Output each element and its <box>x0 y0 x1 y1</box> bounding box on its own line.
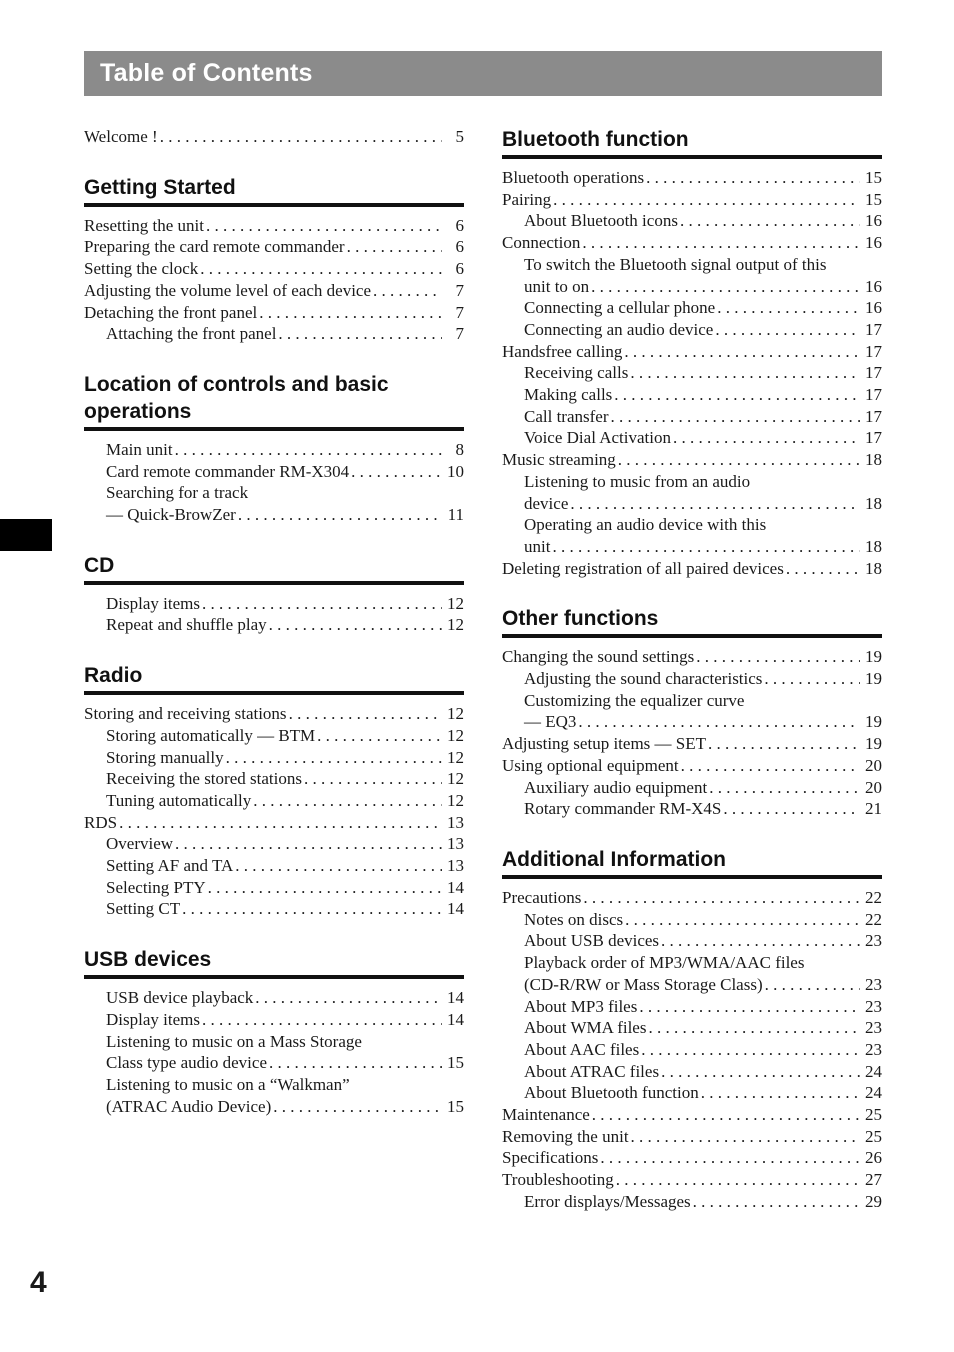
section-heading: Additional Information <box>502 846 882 879</box>
toc-entry-title: Making calls <box>524 385 613 405</box>
toc-entry-page: 21 <box>865 799 882 819</box>
toc-entry-page: 19 <box>865 647 882 667</box>
dot-leader <box>784 558 862 580</box>
toc-entry-page: 23 <box>865 974 882 994</box>
toc-entry-page: 17 <box>865 428 882 448</box>
dot-leader <box>623 909 862 931</box>
toc-entry-title: To switch the Bluetooth signal output of this <box>524 254 827 274</box>
dot-leader <box>609 406 863 428</box>
toc-entry-page: 18 <box>865 493 882 513</box>
toc-entry-page: 29 <box>865 1191 882 1211</box>
dot-leader <box>568 493 862 515</box>
toc-entry-page: 17 <box>865 406 882 426</box>
toc-entry-page: 18 <box>865 558 882 578</box>
toc-entry-title: Rotary commander RM-X4S <box>524 799 722 819</box>
dot-leader <box>589 276 862 298</box>
toc-entry[interactable] <box>502 384 882 406</box>
toc-entry[interactable] <box>502 406 882 428</box>
toc-entry-page: 15 <box>447 1096 464 1116</box>
toc-entry[interactable] <box>84 768 464 790</box>
dot-leader <box>198 258 444 280</box>
toc-entry-page: 23 <box>865 931 882 951</box>
dot-leader <box>713 319 862 341</box>
toc-entry[interactable] <box>84 1031 464 1053</box>
toc-entry-page: 5 <box>455 127 464 146</box>
toc-entry-title: Notes on discs <box>524 909 624 929</box>
toc-entry[interactable] <box>502 254 882 276</box>
toc-entry[interactable] <box>502 558 882 580</box>
toc-entry[interactable] <box>502 690 882 712</box>
toc-entry[interactable] <box>84 703 464 725</box>
toc-entry-title: Listening to music on a “Walkman” <box>106 1074 350 1094</box>
toc-entry-page: 24 <box>865 1061 882 1081</box>
toc-entry-title: Overview <box>106 834 174 854</box>
dot-leader <box>233 855 444 877</box>
toc-entry[interactable] <box>84 812 464 834</box>
toc-entry-title: USB device playback <box>106 988 254 1008</box>
dot-leader <box>616 449 862 471</box>
toc-entry-page: 14 <box>447 988 464 1008</box>
page-number: 4 <box>30 1266 47 1299</box>
toc-entry-title: Tuning automatically <box>106 790 252 810</box>
dot-leader <box>158 126 444 148</box>
toc-entry-page: 7 <box>455 324 464 344</box>
toc-entry-page: 22 <box>865 887 882 907</box>
toc-entry[interactable] <box>84 1074 464 1096</box>
toc-entry[interactable] <box>84 236 464 258</box>
toc-entry-page: 13 <box>447 856 464 876</box>
toc-entry-page: 14 <box>447 899 464 919</box>
toc-section-intro <box>84 126 464 148</box>
dot-leader <box>580 232 862 254</box>
dot-leader <box>679 755 862 777</box>
toc-entry[interactable] <box>502 711 882 733</box>
toc-entry-page: 23 <box>865 1018 882 1038</box>
toc-entry[interactable] <box>84 482 464 504</box>
section-heading: CD <box>84 552 464 585</box>
toc-entry-page: 23 <box>865 1039 882 1059</box>
toc-entry-page: 19 <box>865 712 882 732</box>
toc-entry-page: 16 <box>865 298 882 318</box>
toc-entry-page: 19 <box>865 734 882 754</box>
toc-section-radio <box>84 662 464 920</box>
toc-entry-title: About USB devices <box>524 931 660 951</box>
toc-entry[interactable] <box>502 1061 882 1083</box>
toc-entry-page: 17 <box>865 319 882 339</box>
toc-entry[interactable] <box>84 1052 464 1074</box>
toc-entry[interactable] <box>84 1096 464 1118</box>
dot-leader <box>236 504 444 526</box>
toc-entry-title: Auxiliary audio equipment <box>524 777 708 797</box>
dot-leader <box>180 898 444 920</box>
toc-entry-page: 11 <box>447 505 464 525</box>
toc-entry-title: Deleting registration of all paired devices <box>502 558 784 578</box>
toc-entry-title: Connecting an audio device <box>524 319 714 339</box>
dot-leader <box>550 536 862 558</box>
toc-entry[interactable] <box>84 258 464 280</box>
dot-leader <box>671 427 862 449</box>
toc-entry-title: unit to on <box>524 276 590 296</box>
toc-section-cd <box>84 552 464 636</box>
toc-entry-title: About WMA files <box>524 1018 647 1038</box>
toc-entry-page: 7 <box>455 280 464 300</box>
toc-section-getting-started <box>84 174 464 345</box>
toc-entry-page: 23 <box>865 996 882 1016</box>
toc-entry[interactable] <box>502 777 882 799</box>
dot-leader <box>349 461 444 483</box>
toc-entry-title: About Bluetooth icons <box>524 211 678 231</box>
toc-entry[interactable] <box>84 302 464 324</box>
toc-entry-page: 12 <box>447 704 464 724</box>
toc-entry-title: (CD-R/RW or Mass Storage Class) <box>524 974 763 994</box>
toc-entry[interactable] <box>502 493 882 515</box>
toc-entry-title: Using optional equipment <box>502 755 679 775</box>
toc-entry-title: Display items <box>106 593 200 613</box>
toc-entry[interactable] <box>502 297 882 319</box>
dot-leader <box>345 236 444 258</box>
toc-entry-page: 12 <box>447 593 464 613</box>
toc-entry[interactable] <box>84 215 464 237</box>
toc-entry[interactable] <box>502 167 882 189</box>
dot-leader <box>637 996 862 1018</box>
toc-entry-page: 20 <box>865 755 882 775</box>
toc-entry[interactable] <box>502 733 882 755</box>
toc-entry-title: Troubleshooting <box>502 1170 614 1190</box>
dot-leader <box>762 668 862 690</box>
toc-entry-page: 12 <box>447 790 464 810</box>
dot-leader <box>276 323 444 345</box>
toc-entry-title: Storing automatically — BTM <box>106 725 316 745</box>
toc-entry-title: Connecting a cellular phone <box>524 298 716 318</box>
toc-entry[interactable] <box>84 323 464 345</box>
toc-right-column <box>502 126 882 1239</box>
toc-entry-title: — Quick-BrowZer <box>106 505 236 525</box>
title-bar <box>84 51 882 96</box>
toc-entry-page: 6 <box>455 259 464 279</box>
toc-entry-title: Operating an audio device with this <box>524 515 767 535</box>
toc-entry-title: unit <box>524 536 551 556</box>
dot-leader <box>200 593 444 615</box>
dot-leader <box>206 877 444 899</box>
toc-entry-title: Setting AF and TA <box>106 856 234 876</box>
toc-entry-page: 10 <box>447 461 464 481</box>
toc-entry-title: Setting the clock <box>84 259 199 279</box>
toc-entry-page: 17 <box>865 363 882 383</box>
toc-entry-title: Searching for a track <box>106 483 249 503</box>
toc-entry-page: 18 <box>865 450 882 470</box>
toc-entry-title: Storing manually <box>106 747 224 767</box>
toc-entry[interactable] <box>502 798 882 820</box>
toc-entry-title: Pairing <box>502 189 552 209</box>
toc-entry-page: 6 <box>455 215 464 235</box>
section-heading: Bluetooth function <box>502 126 882 159</box>
toc-entry[interactable] <box>84 461 464 483</box>
toc-entry-title: — EQ3 <box>524 712 577 732</box>
dot-leader <box>614 1169 862 1191</box>
toc-entry-page: 25 <box>865 1126 882 1146</box>
dot-leader <box>173 439 444 461</box>
dot-leader <box>691 1191 862 1213</box>
toc-entry-title: Call transfer <box>524 406 609 426</box>
toc-entry-title: Error displays/Messages <box>524 1191 691 1211</box>
toc-entry[interactable] <box>502 1082 882 1104</box>
toc-entry[interactable] <box>502 1169 882 1191</box>
toc-entry[interactable] <box>502 1104 882 1126</box>
toc-entry-page: 16 <box>865 211 882 231</box>
toc-entry-title: Resetting the unit <box>84 215 204 235</box>
toc-entry-page: 24 <box>865 1083 882 1103</box>
dot-leader <box>678 210 862 232</box>
toc-entry[interactable] <box>502 755 882 777</box>
toc-entry-title: Listening to music on a Mass Storage <box>106 1031 362 1051</box>
toc-entry-page: 18 <box>865 536 882 556</box>
toc-entry-title: Setting CT <box>106 899 181 919</box>
toc-entry[interactable] <box>502 536 882 558</box>
toc-entry-title: Adjusting the sound characteristics <box>524 669 763 689</box>
toc-entry-title: Maintenance <box>502 1105 590 1125</box>
toc-entry-page: 12 <box>447 747 464 767</box>
toc-entry-title: Precautions <box>502 887 582 907</box>
toc-entry[interactable] <box>502 362 882 384</box>
section-heading: USB devices <box>84 946 464 979</box>
dot-leader <box>659 1061 862 1083</box>
toc-entry-title: About AAC files <box>524 1039 640 1059</box>
toc-entry-page: 12 <box>447 725 464 745</box>
toc-entry-title: Removing the unit <box>502 1126 629 1146</box>
toc-entry[interactable] <box>84 877 464 899</box>
toc-entry[interactable] <box>84 987 464 1009</box>
toc-entry-title: About MP3 files <box>524 996 638 1016</box>
section-heading: Getting Started <box>84 174 464 207</box>
dot-leader <box>699 1082 862 1104</box>
toc-entry-page: 27 <box>865 1170 882 1190</box>
toc-entry-title: Changing the sound settings <box>502 647 695 667</box>
toc-entry[interactable] <box>502 1147 882 1169</box>
toc-entry-title: Detaching the front panel <box>84 302 258 322</box>
toc-entry[interactable] <box>84 126 464 148</box>
toc-entry[interactable] <box>502 471 882 493</box>
toc-section-location-of-controls-and-basic-operations <box>84 371 464 526</box>
toc-entry-page: 16 <box>865 233 882 253</box>
dot-leader <box>646 1017 862 1039</box>
toc-section-other-functions <box>502 605 882 820</box>
dot-leader <box>200 1009 444 1031</box>
toc-entry-title: Card remote commander RM-X304 <box>106 461 350 481</box>
toc-entry[interactable] <box>84 725 464 747</box>
toc-entry[interactable] <box>502 996 882 1018</box>
toc-entry[interactable] <box>84 790 464 812</box>
toc-entry[interactable] <box>502 1191 882 1213</box>
dot-leader <box>287 703 444 725</box>
toc-entry-page: 20 <box>865 777 882 797</box>
toc-entry-page: 8 <box>455 439 464 459</box>
dot-leader <box>628 362 862 384</box>
dot-leader <box>622 341 862 363</box>
toc-entry-title: Class type audio device <box>106 1053 267 1073</box>
toc-entry-title: (ATRAC Audio Device) <box>106 1096 272 1116</box>
toc-entry-title: Display items <box>106 1009 200 1029</box>
toc-entry[interactable] <box>84 898 464 920</box>
page-title: Table of Contents <box>100 59 313 87</box>
toc-entry[interactable] <box>502 276 882 298</box>
section-heading: Radio <box>84 662 464 695</box>
dot-leader <box>612 384 862 406</box>
toc-entry[interactable] <box>84 439 464 461</box>
dot-leader <box>551 189 862 211</box>
toc-entry[interactable] <box>502 341 882 363</box>
dot-leader <box>629 1126 862 1148</box>
toc-section-bluetooth-function <box>502 126 882 579</box>
toc-entry-page: 22 <box>865 909 882 929</box>
dot-leader <box>267 1052 444 1074</box>
dot-leader <box>253 987 444 1009</box>
toc-entry-title: Preparing the card remote commander <box>84 237 345 257</box>
toc-entry[interactable] <box>502 909 882 931</box>
toc-entry[interactable] <box>84 747 464 769</box>
toc-entry-title: Receiving the stored stations <box>106 769 302 789</box>
dot-leader <box>251 790 444 812</box>
toc-entry-title: Adjusting the volume level of each device <box>84 280 372 300</box>
dot-leader <box>204 215 444 237</box>
toc-entry-page: 19 <box>865 669 882 689</box>
toc-entry-page: 12 <box>447 615 464 635</box>
dot-leader <box>271 1096 444 1118</box>
toc-entry[interactable] <box>502 952 882 974</box>
toc-entry-title: Repeat and shuffle play <box>106 615 267 635</box>
toc-entry-title: Adjusting setup items — SET <box>502 734 706 754</box>
toc-entry-page: 15 <box>447 1053 464 1073</box>
dot-leader <box>117 812 444 834</box>
dot-leader <box>371 280 444 302</box>
toc-entry[interactable] <box>502 210 882 232</box>
toc-entry-page: 15 <box>865 189 882 209</box>
toc-entry-title: Storing and receiving stations <box>84 704 287 724</box>
dot-leader <box>267 614 444 636</box>
section-tab-marker <box>0 519 52 551</box>
toc-entry[interactable] <box>502 930 882 952</box>
dot-leader <box>224 747 444 769</box>
toc-entry-title: About Bluetooth function <box>524 1083 699 1103</box>
toc-entry-page: 12 <box>447 769 464 789</box>
dot-leader <box>763 974 862 996</box>
toc-entry-title: Attaching the front panel <box>106 324 277 344</box>
toc-entry-title: device <box>524 493 569 513</box>
section-heading: Other functions <box>502 605 882 638</box>
dot-leader <box>707 777 862 799</box>
toc-entry-title: Music streaming <box>502 450 616 470</box>
toc-entry[interactable] <box>502 668 882 690</box>
toc-entry[interactable] <box>84 1009 464 1031</box>
toc-entry-page: 14 <box>447 877 464 897</box>
dot-leader <box>302 768 444 790</box>
toc-entry-page: 16 <box>865 276 882 296</box>
toc-entry-title: Specifications <box>502 1148 599 1168</box>
dot-leader <box>576 711 862 733</box>
toc-entry-page: 17 <box>865 341 882 361</box>
toc-entry-page: 17 <box>865 385 882 405</box>
toc-entry-title: Customizing the equalizer curve <box>524 690 745 710</box>
toc-entry-page: 14 <box>447 1009 464 1029</box>
toc-entry-page: 26 <box>865 1148 882 1168</box>
toc-entry[interactable] <box>502 319 882 341</box>
dot-leader <box>715 297 862 319</box>
toc-entry[interactable] <box>84 280 464 302</box>
toc-entry-title: About ATRAC files <box>524 1061 660 1081</box>
dot-leader <box>721 798 862 820</box>
toc-entry-title: Playback order of MP3/WMA/AAC files <box>524 953 805 973</box>
dot-leader <box>315 725 444 747</box>
toc-entry[interactable] <box>84 593 464 615</box>
toc-entry-title: Connection <box>502 233 581 253</box>
toc-entry-title: RDS <box>84 812 118 832</box>
toc-entry[interactable] <box>502 1126 882 1148</box>
toc-entry[interactable] <box>502 232 882 254</box>
dot-leader <box>590 1104 862 1126</box>
toc-entry-page: 15 <box>865 168 882 187</box>
toc-entry-title: Voice Dial Activation <box>524 428 671 448</box>
toc-entry-page: 25 <box>865 1105 882 1125</box>
toc-entry[interactable] <box>502 514 882 536</box>
toc-entry-title: Main unit <box>106 439 173 459</box>
toc-entry-page: 7 <box>455 302 464 322</box>
toc-entry[interactable] <box>84 855 464 877</box>
toc-entry-title: Welcome ! <box>84 127 158 146</box>
toc-entry-title: Selecting PTY <box>106 877 206 897</box>
dot-leader <box>706 733 862 755</box>
toc-entry[interactable] <box>502 449 882 471</box>
toc-entry-title: Bluetooth operations <box>502 168 645 187</box>
toc-left-column <box>84 126 464 1143</box>
toc-entry[interactable] <box>502 1039 882 1061</box>
toc-entry[interactable] <box>502 646 882 668</box>
dot-leader <box>581 887 862 909</box>
toc-section-additional-information <box>502 846 882 1213</box>
toc-entry[interactable] <box>502 1017 882 1039</box>
section-heading: Location of controls and basic operations <box>84 371 464 431</box>
toc-entry-page: 13 <box>447 812 464 832</box>
toc-section-usb-devices <box>84 946 464 1117</box>
toc-entry-title: Listening to music from an audio <box>524 471 751 491</box>
dot-leader <box>644 167 862 189</box>
toc-entry-page: 6 <box>455 237 464 257</box>
toc-entry[interactable] <box>502 427 882 449</box>
dot-leader <box>639 1039 862 1061</box>
toc-entry-title: Receiving calls <box>524 363 629 383</box>
toc-entry[interactable] <box>84 504 464 526</box>
dot-leader <box>659 930 862 952</box>
toc-entry[interactable] <box>84 614 464 636</box>
dot-leader <box>694 646 862 668</box>
toc-entry[interactable] <box>502 974 882 996</box>
dot-leader <box>173 833 444 855</box>
toc-entry[interactable] <box>502 189 882 211</box>
toc-entry-page: 13 <box>447 834 464 854</box>
toc-entry-title: Handsfree calling <box>502 341 623 361</box>
dot-leader <box>257 302 444 324</box>
toc-entry[interactable] <box>84 833 464 855</box>
toc-entry[interactable] <box>502 887 882 909</box>
dot-leader <box>598 1147 862 1169</box>
